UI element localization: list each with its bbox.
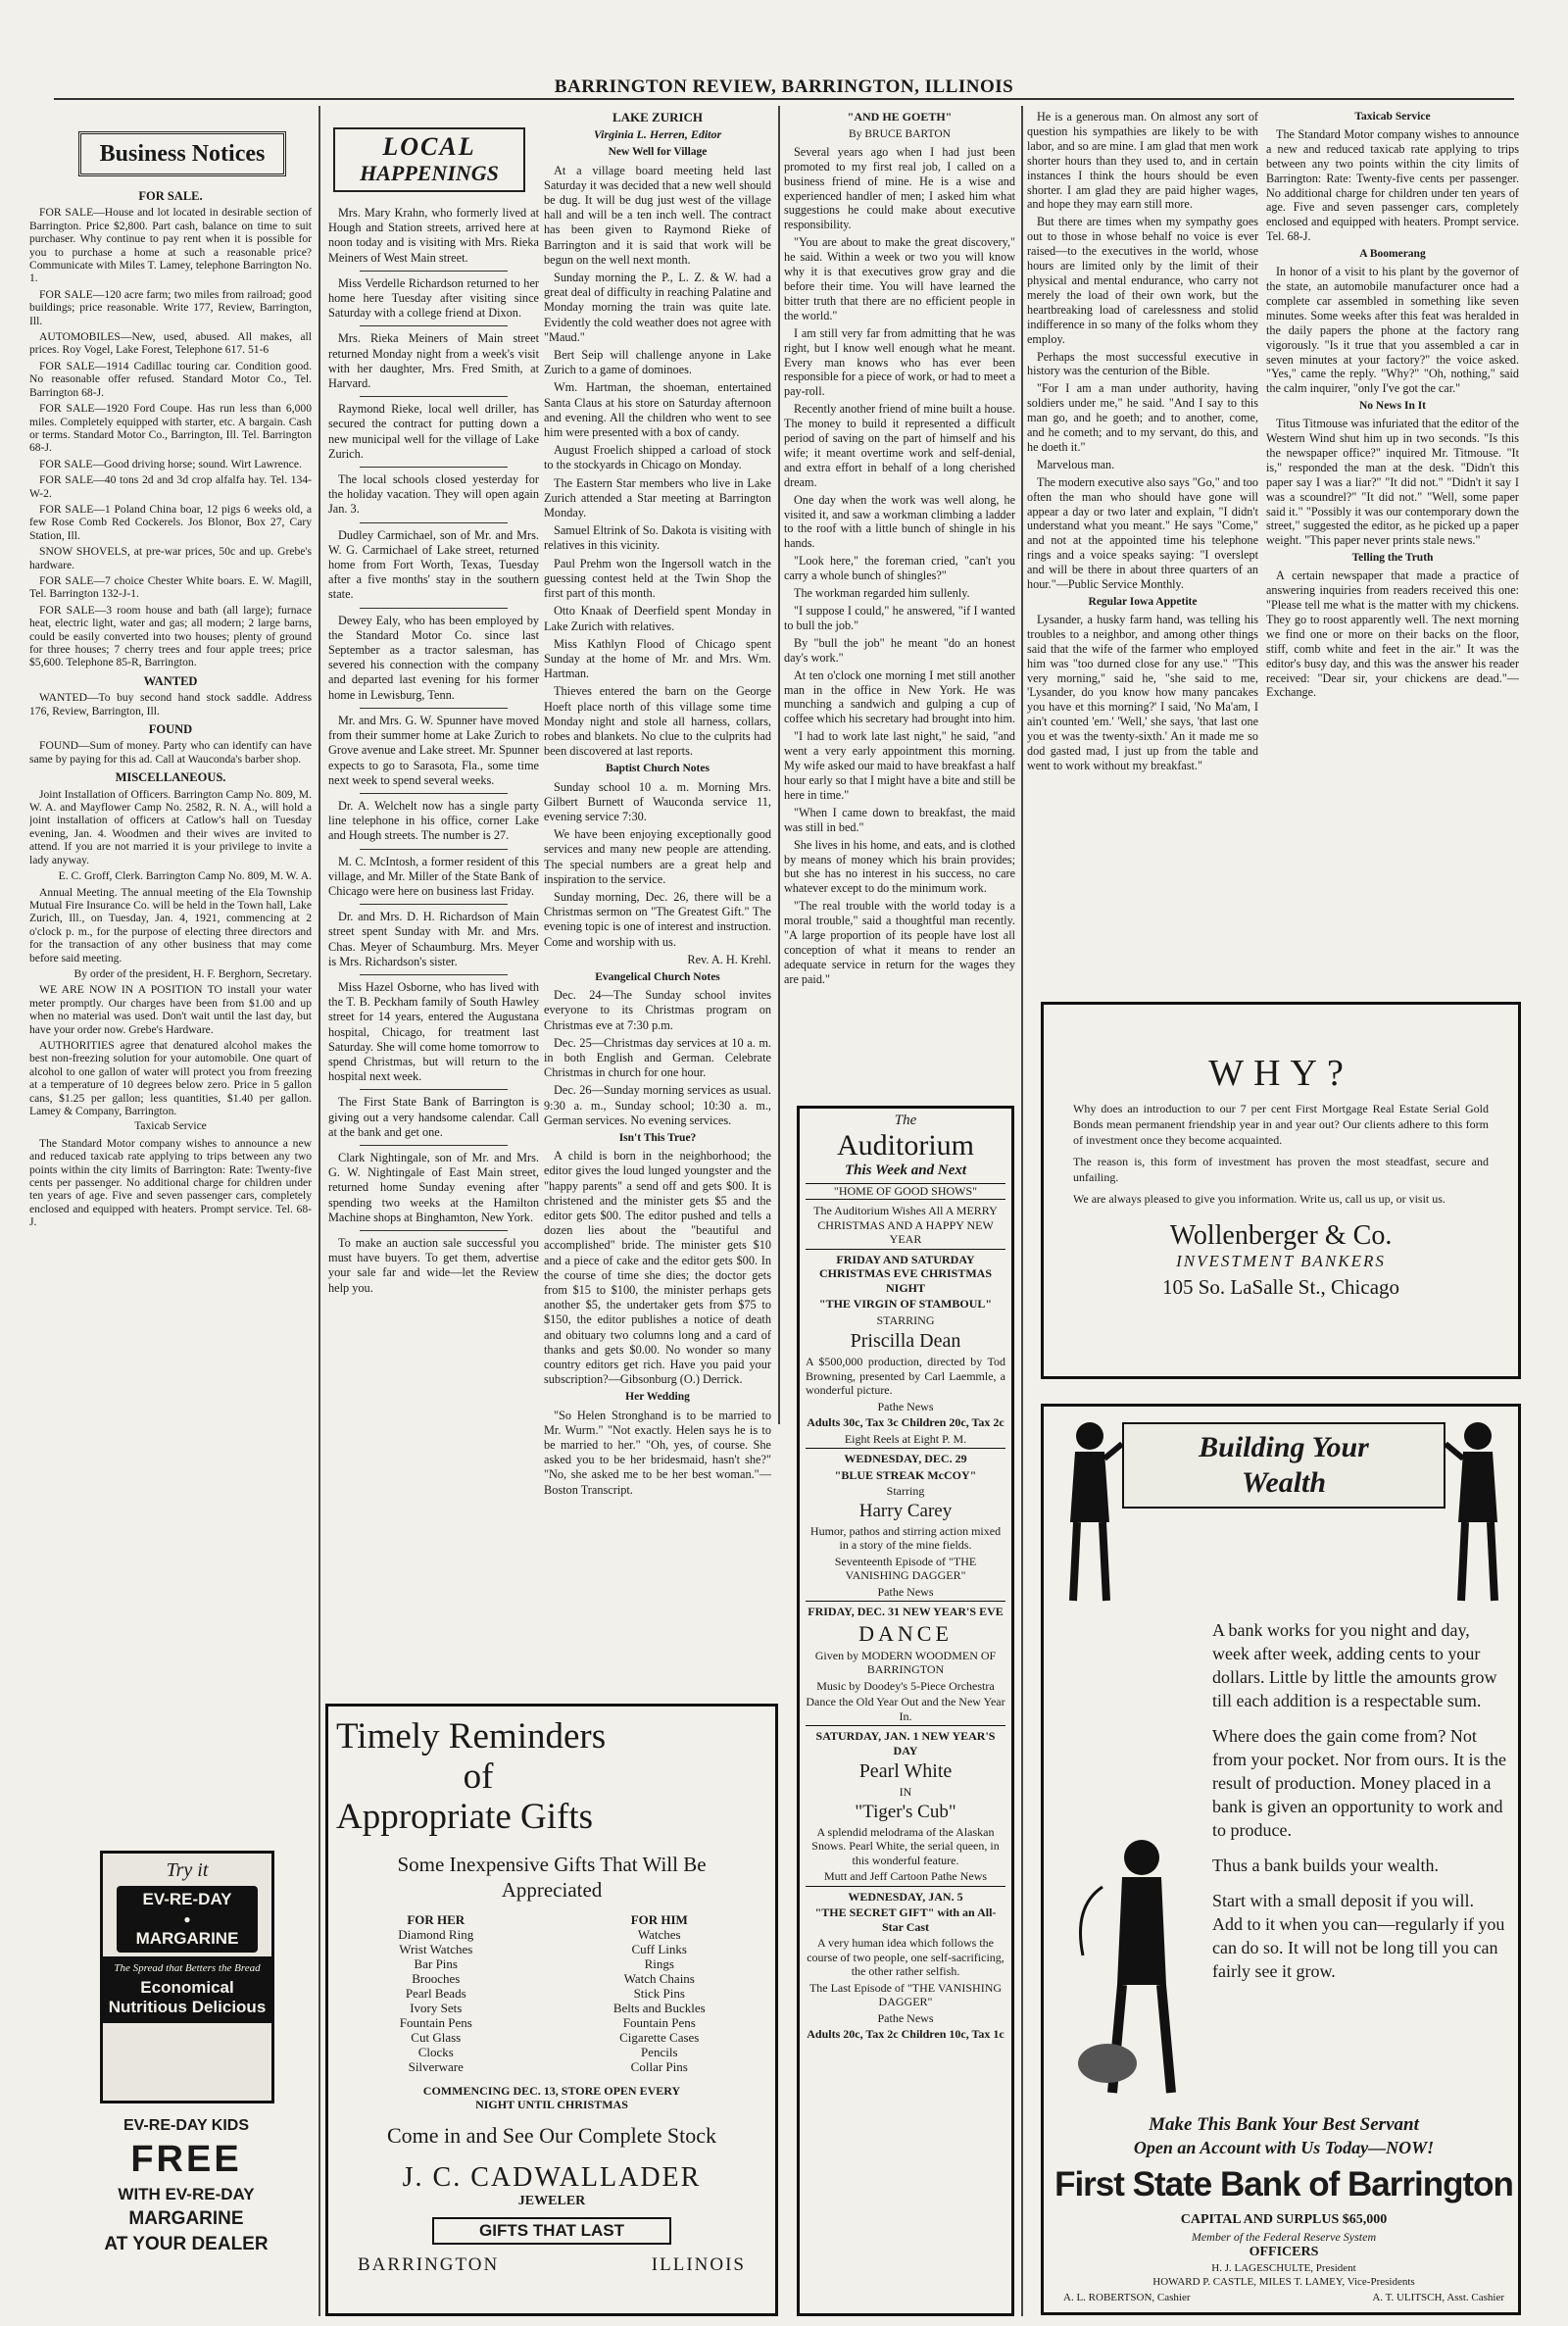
church-paragraph: Sunday school 10 a. m. Morning Mrs. Gilbert Burnett of Wauconda service 11, evening service 7:30. [544,779,771,823]
wanted-item: WANTED—To buy second hand stock saddle. Address 176, Review, Barrington, Ill. [29,691,312,718]
auditorium-the: The [894,1113,917,1128]
column-rule [1021,106,1023,2316]
news-paragraph: Thieves entered the barn on the George Hoeft place north of this village some time Monday night and stole all harness, collars, robes and blankets. No clue to the culprits had been discovered at last reports. [544,684,771,759]
iowa-appetite-text: Lysander, a husky farm hand, was telling his troubles to a neighbor, and among other things said that the wife of the farmer who employed him was "too durned close for any use." "This very morning," said he, "she said to me, 'Lysander, do you know how many pancakes you have et this morning?' I said, 'No Ma'am, I ain't counted 'em.' 'Well,' she says, 'that last one you et was the twenty-sixth.' An it made me so dod gasted mad, I just up from the table and went to work without my breakfast." [1027,612,1258,772]
telling-truth-text: A certain newspaper that made a practice of answering inquiries from readers received this one: "Please tell me what is the matter with my chickens. They go to roost apparently well. The next morning we find one or more on their backs on the floor, stiff, comb white and feet in the air." It was the editor's busy day, and this was the answer his reader received: "Dear sir, your chickens are dead."—Exchange. [1266,569,1519,700]
evangelical-heading: Evangelical Church Notes [595,970,720,983]
bank-paragraph: Thus a bank builds your wealth. [1212,1856,1439,1875]
gift-item: Collar Pins [630,2059,688,2074]
article-paragraph: The modern executive also says "Go," and too often the man who should have gone will appear a day or two later and explain, "I didn't understand what you meant." He says "Come," and not at the appointed time his telephone rings and a voice speaks saying: "I overslept and will be there in about three quarters of an hour."—Public Service Monthly. [1027,474,1258,592]
bank-slogan2: Open an Account with Us Today—NOW! [1133,2138,1435,2157]
gift-item: Clocks [417,2045,454,2059]
gift-item: Pencils [640,2045,678,2059]
wed-heading: WEDNESDAY, DEC. 29 [806,1448,1005,1466]
bank-paragraph: Where does the gain come from? Not from your pocket. Nor from ours. It is the result of production. Money placed in a bank is given an opportunity to work and to produce. [1212,1726,1506,1840]
banner-title1: Building Your [1199,1431,1369,1463]
jan5-heading: WEDNESDAY, JAN. 5 [806,1886,1005,1905]
sat-heading: SATURDAY, JAN. 1 NEW YEAR'S DAY [806,1725,1005,1757]
first-state-bank-ad [1041,1404,1521,2315]
everyday-logo [117,1886,258,1953]
gift-item: Ivory Sets [410,2001,463,2015]
wollenberger-name: Wollenberger & Co. [1169,1220,1393,1251]
no-news-text: Titus Titmouse was infuriated that the editor of the Western Wind shut him up in two seconds. "Is this the newspaper office?" inquired Mr. Titmouse. "It is," responded the man at the desk. "Didn't this paper say I was a liar?" "It did not." "Didn't it say I was a scoundrel?" "It did not." "Well, some paper said it." "Possibly it was our contemporary down the street," suggested the editor, as he picked up a paper weight. "This paper never prints stale news." [1266,417,1519,548]
everyday-margarine-label: MARGARINE [135,1929,239,1948]
auditorium-home: "HOME OF GOOD SHOWS" [806,1183,1005,1200]
bank-capital: CAPITAL AND SURPLUS $65,000 [1180,2212,1388,2227]
bank-cashier: A. L. ROBERTSON, Cashier [1063,2292,1191,2303]
nye-dance: DANCE [858,1620,953,1646]
gift-item: Fountain Pens [622,2015,696,2030]
auditorium-name: Auditorium [837,1129,974,1162]
local-item: Mrs. Mary Krahn, who formerly lived at Hough and Station streets, arrived here at noon today and is visiting with Mrs. Rieka Meiners of West Main street. [328,206,539,265]
her-wedding-heading: Her Wedding [625,1391,690,1404]
found-item: FOUND—Sum of money. Party who can identify can have same by paying for this ad. Call at Wauconda's barber shop. [29,739,312,766]
local-item: Miss Verdelle Richardson returned to her home here Tuesday after visiting since Saturday with a college friend at Dixon. [328,275,539,321]
classified-item: FOR SALE—Good driving horse; sound. Wirt Lawrence. [39,457,302,470]
and-he-goeth-byline: By BRUCE BARTON [849,127,951,140]
misc-item: AUTHORITIES agree that denatured alcohol makes the best non-freezing solution for your automobile. One quart of alcohol to one gallon of water will protect you from freezing at a temperature of 10 degrees below zero. Price in 5 gallon cans, $1.25 per gallon; less quantities, $1.40 per gallon. Lamey & Company, Barrington. [29,1038,312,1117]
jeweler-name: J. C. CADWALLADER [402,2162,702,2193]
for-her-heading: FOR HER [407,1912,466,1927]
baptist-heading: Baptist Church Notes [606,763,710,775]
taxicab-text: The Standard Motor company wishes to announce a new and reduced taxicab rate applying to trips between any two points within the city limits of Barrington: Rate: Twenty-five cents per passenger. No additional charge for children under ten years of age. Five and seven passenger cars, completely enclosed and equipped with heaters. Prompt service. Tel. 68-J. [1266,126,1519,244]
everyday-description: Economical Nutritious Delicious [108,1978,267,2016]
article-paragraph: "The real trouble with the world today is a moral trouble," said a thoughtful man recently. "A large proportion of its people have lost all conception of what it means to render an adequate service in return for the wages they are paid." [784,899,1015,986]
sat-star: Pearl White [858,1760,953,1782]
gift-item: Diamond Ring [398,1927,474,1942]
wed-star: Harry Carey [858,1500,953,1521]
nye-heading: FRIDAY, DEC. 31 NEW YEAR'S EVE [806,1601,1005,1619]
reminders-line2: of [463,1757,494,1797]
and-he-goeth-column [784,110,1015,1095]
news-paragraph: Otto Knaak of Deerfield spent Monday in Lake Zurich with relatives. [544,604,771,633]
article-paragraph: Recently another friend of mine built a house. The money to build it represented a difficult period of saving on the part of himself and his wife; it meant overtime work and self-denial, and extra effort in behalf of a long cherished dream. [784,402,1015,489]
wollenberger-ad [1041,1002,1521,1379]
nye-music: Music by Doodey's 5-Piece Orchestra [816,1678,995,1693]
local-item: Mrs. Rieka Meiners of Main street returned Monday night from a week's visit with her daughter, Mrs. Fred Smith, at Harvard. [328,331,539,391]
business-notices-header [78,131,286,176]
everyday-margarine-ad [100,1851,274,2103]
jeweler-state: ILLINOIS [651,2254,746,2275]
wed-title: "BLUE STREAK McCOY" [834,1467,977,1482]
jeweler-location [358,2254,746,2276]
taxicab-heading-right: Taxicab Service [1354,111,1431,123]
for-him-heading: FOR HIM [630,1912,688,1927]
bank-cashiers [1063,2292,1504,2303]
bank-body [1212,1618,1506,2108]
right-misc-column [1266,110,1519,992]
misc-item: WE ARE NOW IN A POSITION TO install your water meter promptly. Our charges have been from $1.00 and up when no material was used. Don't wait until the last day, but have your order now. Grebe's Hardware. [29,983,312,1036]
news-paragraph: Miss Kathlyn Flood of Chicago spent Sunday at the home of Mr. and Mrs. Wm. Hartman. [544,636,771,681]
wanted-heading: WANTED [143,673,198,688]
gift-item: Watch Chains [623,1971,695,1986]
local-item: The First State Bank of Barrington is giving out a very handsome calendar. Call at the bank and get one. [328,1095,539,1139]
sat-description: A splendid melodrama of the Alaskan Snows. Pearl White, the serial queen, in this wonderful feature. [811,1824,1000,1867]
gift-item: Silverware [408,2059,464,2074]
misc-item: Joint Installation of Officers. Barrington Camp No. 809, M. W. A. and Mayflower Camp No. 2582, R. N. A., will hold a joint installation of officers at Catlow's hall on Tuesday evening, Jan. 4. Woodmen and their wives are invited to attend. If you are not married it is your privilege to invite a lady anyway. [29,787,312,866]
wed-description: Humor, pathos and stirring action mixed in a story of the mine fields. [809,1523,1002,1552]
auditorium-schedule [800,1204,1011,2042]
everyday-dot: ● [183,1912,191,1926]
bank-slogan1: Make This Bank Your Best Servant [1149,2114,1419,2135]
why-paragraph: Why does an introduction to our 7 per cent First Mortgage Real Estate Serial Gold Bonds mean permanent friendship year in and year out? Our clients adhere to this form of investment once they become acquainted. [1073,1102,1489,1147]
sat-title: "Tiger's Cub" [855,1801,956,1822]
article-paragraph: She lives in his home, and eats, and is clothed by means of money which his brain provides; but she has no interest in his success, no care whatever except to do the minimum work. [784,837,1015,896]
news-paragraph: Bert Seip will challenge anyone in Lake Zurich to a game of dominoes. [544,348,771,377]
article-paragraph: "I had to work late last night," he said, "and went a very early appointment this morning. My wife asked our maid to have breakfast a half hour early so that I might have a bite and still be here in time." [784,729,1015,802]
why-paragraph: We are always pleased to give you information. Write us, call us up, or visit us. [1073,1192,1446,1206]
local-item: Raymond Rieke, local well driller, has secured the contract for putting down a new municipal well for the village of Lake Zurich. [328,402,539,461]
news-paragraph: Paul Prehm won the Ingersoll watch in the guessing contest held at the Twin Shop the first part of this month. [544,556,771,601]
article-paragraph: Several years ago when I had just been promoted to my first real job, I called on a business friend of mine. He is a wise and experienced handler of men; I asked him what suggestions he could make about executive responsibility. [784,144,1015,232]
for-sale-heading: FOR SALE. [138,189,203,203]
gift-lists [328,1912,775,2074]
reminders-line3: Appropriate Gifts [336,1797,594,1837]
church-signature: Rev. A. H. Krehl. [687,952,771,966]
masthead: BARRINGTON REVIEW, BARRINGTON, ILLINOIS [554,76,1014,97]
news-paragraph: The Eastern Star members who live in Lake Zurich attended a Star meeting at Barrington Monday. [544,475,771,520]
classified-item: AUTOMOBILES—New, used, abused. All makes, all prices. Roy Vogel, Lake Forest, Telephone 617. 51-6 [29,330,312,357]
store-hours: COMMENCING DEC. 13, STORE OPEN EVERY NIGHT UNTIL CHRISTMAS [422,2084,681,2111]
investment-bankers: INVESTMENT BANKERS [1176,1252,1386,1270]
business-notices-column [29,184,312,1809]
local-item: Miss Hazel Osborne, who has lived with the T. B. Peckham family of South Hawley street for 14 years, entered the Augustana hospital, Chicago, for treatment last Saturday. She will come home tomorrow to spend Christmas, but will return to the hospital next week. [328,979,539,1084]
everyday-kids: EV-RE-DAY KIDS [122,2117,250,2134]
figure-left-icon [1055,1414,1124,1610]
local-logo-line2: HAPPENINGS [360,161,499,185]
reminders-line1: Timely Reminders [336,1716,607,1757]
sat-in: IN [899,1785,912,1799]
new-well-heading: New Well for Village [608,146,708,159]
fri-reels: Eight Reels at Eight P. M. [844,1431,967,1446]
church-paragraph: Dec. 24—The Sunday school invites everyone to its Christmas program on Christmas eve at 7:30 p.m. [544,988,771,1032]
bank-asst-cashier: A. T. ULITSCH, Asst. Cashier [1372,2292,1504,2303]
jan5-description: A very human idea which follows the course of two people, one self-sacrificing, the other rather selfish. [807,1936,1004,1978]
reminders-subtitle: Some Inexpensive Gifts That Will Be Appreciated [397,1853,707,1902]
classified-item: FOR SALE—1914 Cadillac touring car. Condition good. No reasonable offer refused. Standard Motor Co., Tel. Barrington 68-J. [29,359,312,399]
misc-item: Annual Meeting. The annual meeting of the Ela Township Mutual Fire Insurance Co. will be held in the Town hall, Lake Zurich, Ill., on Tuesday, Jan. 4, 1921, commencing at 2 o'clock p. m., for the purpose of electing three directors and for the transaction of any other business that may come before said meeting. [29,885,312,965]
gift-item: Stick Pins [633,1986,685,2001]
classified-item: FOR SALE—1 Poland China boar, 12 pigs 6 weeks old, a few Rose Comb Red Cockerels. Jos Blonor, Box 27, Cary Station, Ill. [29,502,312,542]
everyday-with: WITH EV-RE-DAY [118,2185,255,2203]
isnt-this-true-text: A child is born in the neighborhood; the editor gives the loud lunged youngster and the "happy parents" a send off and gets $00. It is christened and the minister gets $5 and the editor gets $00. The editor pushed and tells a dozen lies about the "beautiful and accomplished" bride. The minister gets $10 and a piece of cake and the editor gets $00. In the course of time she dies; the doctor gets from $15 to $100, the minister perhaps gets another $5, the undertaker gets from $75 to $150, the editor publishes a notice of death and obituary two columns long and a card of thanks and gets $0.00. No wonder so many country editors get rich. Have you paid your subscription?—Gibsonburg (O.) Derrick. [544,1149,771,1387]
classified-item: FOR SALE—7 choice Chester White boars. E. W. Magill, Tel. Barrington 132-J-1. [29,573,312,601]
auditorium-wishes: The Auditorium Wishes All A MERRY CHRISTMAS AND A HAPPY NEW YEAR [813,1204,998,1246]
article-paragraph: But there are times when my sympathy goes out to those in whose behalf no voice is ever raised—to the executives in the world, whose hours are limited only by the limit of their physical and mental endurance, who carry not merely the load of their own work, but the heartbreaking load of carelessness and stolid indifference in so many of the folks whom they employ. [1027,215,1258,346]
bank-officers: OFFICERS [1249,2245,1319,2259]
boomerang-heading: A Boomerang [1359,248,1426,261]
come-in-text: Come in and See Our Complete Stock [386,2123,717,2148]
gift-item: Cuff Links [631,1942,687,1956]
news-paragraph: August Froelich shipped a carload of stock to the stockyards in Chicago on Monday. [544,443,771,472]
bank-president: H. J. LAGESCHULTE, President [1211,2262,1356,2274]
auditorium-subtitle: This Week and Next [844,1163,967,1178]
article-paragraph: "For I am a man under authority, having soldiers under me," he said. "And I say to this man go, and he goeth; and to another, come, and he cometh; and to my servant, do this, and he doeth it." [1027,381,1258,454]
gifts-that-last: GIFTS THAT LAST [432,2217,671,2245]
church-paragraph: Dec. 25—Christmas day services at 10 a. m. in both English and German. Celebrate Christmas in church for one hour. [544,1035,771,1080]
lake-zurich-column [544,110,771,1666]
no-news-heading: No News In It [1358,400,1427,413]
article-paragraph: He is a generous man. On almost any sort of question his sympathies are likely to be with labor, and so are mine. I am glad that men work shorter hours than they used to, and in certain instances I think the hours should be even shorter. I am glad they are paid higher wages, and hope they may earn still more. [1027,110,1258,212]
jan5-pathe: Pathe News [877,2010,934,2025]
article-paragraph: Perhaps the most successful executive in history was the centurion of the Bible. [1027,349,1258,378]
her-wedding-text: "So Helen Stronghand is to be married to Mr. Wurm." "Not exactly. Helen says he is to be married to her." "Oh, yes, of course. She asked you to be her bridesmaid, hasn't she?" "No, she asked me to be her best woman."—Boston Transcript. [544,1408,771,1497]
found-heading: FOUND [148,722,193,737]
everyday-brand: EV-RE-DAY [142,1890,232,1908]
classified-item: FOR SALE—1920 Ford Coupe. Has run less than 6,000 miles. Completely equipped with starter, etc. A bargain. Cash or terms. Standard Motor Co., Barrington, Ill. Tel. Barrington 68-J. [29,402,312,455]
gift-item: Belts and Buckles [612,2001,706,2015]
article-paragraph: I am still very far from admitting that he was right, but I know well enough what he meant. Every man knows who has ever been responsible for a piece of work, or had to meet a pay-roll. [784,325,1015,399]
local-item: Dr. and Mrs. D. H. Richardson of Main street spent Sunday with Mr. and Mrs. Chas. Meyer of Schaumburg. Mrs. Meyer is Mrs. Richardson's sister. [328,910,539,968]
article-paragraph: "Look here," the foreman cried, "can't you carry a whole bunch of shingles?" [784,554,1015,583]
article-paragraph: The workman regarded him sullenly. [794,586,970,601]
bank-paragraph: A bank works for you night and day, week after week, adding cents to your dollars. Little by little the amounts grow till each addition is a respectable sum. [1212,1620,1497,1710]
news-paragraph: At a village board meeting held last Saturday it was decided that a new well should be dug. It will be dug just west of the village hall and will be a ten inch well. The contract has been given to Raymond Rieke of Barrington and it is said that work will be begun on the well next month. [544,163,771,267]
classified-item: FOR SALE—40 tons 2d and 3d crop alfalfa hay. Tel. 134-W-2. [29,473,312,500]
bank-paragraph: Start with a small deposit if you will. Add to it when you can—regularly if you can do so. It will not be long till you can fairly see it grow. [1212,1891,1505,1981]
building-wealth-banner [1122,1422,1446,1509]
gift-item: Watches [637,1927,681,1942]
local-item: Dewey Ealy, who has been employed by the Standard Motor Co. since last September as a tractor salesman, has severed his connection with the company and departed last evening for his former home in Lewisburg, Tenn. [328,613,539,702]
jeweler-label: JEWELER [517,2194,586,2208]
bank-vice-presidents: HOWARD P. CASTLE, MILES T. LAMEY, Vice-Presidents [1152,2276,1415,2288]
auditorium-ad [797,1106,1014,2316]
everyday-free: FREE [130,2139,242,2180]
article-paragraph: By "bull the job" he meant "do an honest day's work." [784,635,1015,665]
news-paragraph: Wm. Hartman, the shoeman, entertained Santa Claus at his store on Saturday afternoon and evening. All the children who went to see him were presented with a box of candy. [544,380,771,440]
article-paragraph: Marvelous man. [1037,457,1115,471]
fri-description: A $500,000 production, directed by Tod Browning, presented by Carl Laemmle, a wonderful picture. [806,1355,1005,1397]
nye-dance-out: Dance the Old Year Out and the New Year In. [806,1695,1005,1723]
news-paragraph: Samuel Eltrink of So. Dakota is visiting with relatives in this vicinity. [544,523,771,553]
for-her-list [398,1912,473,2074]
everyday-tagline: The Spread that Betters the Bread [114,1962,261,1974]
fri-title: "THE VIRGIN OF STAMBOUL" [818,1297,993,1311]
classified-item: FOR SALE—3 room house and bath (all large); furnace heat, electric light, water and gas; all modern; 2 large barns, could be easily converted into two houses; plenty of ground for three houses; 7 cherry trees and four apple trees; price $5,600. Telephone 85-R, Barrington. [29,603,312,669]
local-item: The local schools closed yesterday for the holiday vacation. They will open again Jan. 3. [328,472,539,517]
wed-pathe: Pathe News [877,1584,934,1599]
lake-zurich-editor: Virginia L. Herren, Editor [593,127,722,142]
church-paragraph: Sunday morning, Dec. 26, there will be a Christmas sermon on "The Greatest Gift." The evening topic is one of interest and instruction. Come and worship with us. [544,889,771,949]
local-item: M. C. McIntosh, a former resident of this village, and Mr. Miller of the State Bank of Chicago were here on business last Friday. [328,854,539,898]
sat-extra: Mutt and Jeff Cartoon Pathe News [823,1869,988,1883]
boomerang-text: In honor of a visit to his plant by the governor of the state, an automobile manufacturer once had a complete car assembled in something like seven minutes. Some weeks after this feat was heralded in the daily papers the phone at the factory rang vigorously. "Is it true that you assembled a car in seven minutes at your factory?" the voice asked. "Yes," came the reply. "Why?" "Oh, nothing," said the calm inquirer, "only I've got the car." [1266,265,1519,396]
column-rule [778,106,780,1424]
gift-item: Pearl Beads [405,1986,466,2001]
jan5-title: "THE SECRET GIFT" with an All-Star Cast [814,1905,997,1934]
local-item: Mr. and Mrs. G. W. Spunner have moved from their summer home at Lake Zurich to Grove avenue and Lake street. Mr. Spunner expects to go to Sarasota, Fla., some time next week to spend several weeks. [328,713,539,787]
article-continuation-column [1027,110,1258,1090]
gift-item: Rings [644,1956,674,1971]
everyday-margarine: MARGARINE [128,2208,244,2229]
timely-reminders-ad [325,1704,778,2316]
try-it-text: Try it [166,1859,209,1881]
and-he-goeth-title: "AND HE GOETH" [847,110,953,124]
jan5-serial: The Last Episode of "THE VANISHING DAGGER" [808,1980,1003,2008]
why-paragraph: The reason is, this form of investment has proven the most steadfast, secure and unfailing. [1073,1155,1489,1184]
church-paragraph: We have been enjoying exceptionally good services and many new people are attending. The special numbers are a great help and inspiration to the service. [544,827,771,886]
fri-heading: FRIDAY AND SATURDAY CHRISTMAS EVE CHRISTMAS NIGHT [806,1249,1005,1296]
classified-item: FOR SALE—House and lot located in desirable section of Barrington. Price $2,800. Part cash, balance on time to suit purchaser. Why continue to pay rent when it is possible for you to purchase a home at such a reasonable price? Communicate with Miles T. Lamey, telephone Barrington No. 1. [29,206,312,285]
local-happenings-logo [333,127,525,192]
news-paragraph: Sunday morning the P., L. Z. & W. had a great deal of difficulty in reaching Palatine and Monday morning the train was quite late. Evidently the cold weather does not agree with "Maud." [544,271,771,344]
lake-zurich-title: LAKE ZURICH [612,110,704,124]
local-item: To make an auction sale successful you must have buyers. To get them, advertise your sale far and wide—let the Review help you. [328,1235,539,1295]
misc-item: E. C. Groff, Clerk. Barrington Camp No. 809, M. W. A. [58,869,312,883]
miscellaneous-heading: MISCELLANEOUS. [115,770,226,785]
banner-title2: Wealth [1241,1466,1327,1499]
why-title: WHY? [1208,1053,1353,1094]
business-notices-title: Business Notices [99,141,266,167]
taxicab-heading: Taxicab Service [134,1120,207,1133]
bank-name: First State Bank of Barrington [1054,2165,1513,2203]
wollenberger-address: 105 So. LaSalle St., Chicago [1161,1275,1400,1299]
misc-item: By order of the president, H. F. Berghorn, Secretary. [74,966,312,980]
church-paragraph: Dec. 26—Sunday morning services as usual. 9:30 a. m., Sunday school; 10:30 a. m., German services. No evening services. [544,1083,771,1127]
jan5-prices: Adults 20c, Tax 2c Children 10c, Tax 1c [807,2027,1004,2041]
masthead-rule [54,98,1514,100]
article-paragraph: "When I came down to breakfast, the maid was still in bed." [784,805,1015,834]
wed-serial: Seventeenth Episode of "THE VANISHING DAGGER" [834,1554,977,1582]
gift-item: Wrist Watches [399,1942,473,1956]
gift-item: Cut Glass [411,2030,462,2045]
article-paragraph: One day when the work was well along, he visited it, and saw a workman climbing a ladder to the roof with a little bunch of shingle in his hands. [784,492,1015,551]
wed-starring: Starring [886,1484,925,1498]
isnt-this-true-heading: Isn't This True? [618,1132,697,1144]
jeweler-city: BARRINGTON [358,2254,500,2275]
article-paragraph: At ten o'clock one morning I met still another man in the office in New York. He was munching a sandwich and gulping a cup of coffee which his secretary had brought into him. [784,668,1015,726]
local-item: Clark Nightingale, son of Mr. and Mrs. G. W. Nightingale of East Main street, returned home Sunday evening after spending two weeks at the Hamilton Machine shops at Binghamton, New York. [328,1150,539,1224]
fri-pathe: Pathe News [877,1399,934,1413]
article-paragraph: "I suppose I could," he answered, "if I wanted to bull the job." [784,604,1015,632]
nye-given: Given by MODERN WOODMEN OF BARRINGTON [814,1648,997,1676]
everyday-kids-ad [78,2117,294,2313]
local-item: Dr. A. Welchelt now has a single party line telephone in his office, corner Lake and Hough streets. The number is 27. [328,798,539,843]
gift-item: Brooches [412,1971,461,1986]
fri-star: Priscilla Dean [850,1330,961,1352]
gift-item: Fountain Pens [399,2015,472,2030]
gift-item: Cigarette Cases [619,2030,700,2045]
article-paragraph: "You are about to make the great discovery," he said. Within a week or two you will know why it is that executives grow gray and die before their time. You will have learned the bitter truth that there are no efficient people in the world." [784,235,1015,322]
classified-item: FOR SALE—120 acre farm; two miles from railroad; good buildings; price reasonable. Write 177, Review, Barrington, Ill. [29,287,312,327]
iowa-appetite-heading: Regular Iowa Appetite [1088,596,1198,608]
telling-truth-heading: Telling the Truth [1351,552,1434,565]
money-sack-icon [1063,1828,1210,2103]
fri-starring: STARRING [876,1312,935,1327]
fri-prices: Adults 30c, Tax 3c Children 20c, Tax 2c [807,1415,1004,1429]
taxicab-item: The Standard Motor company wishes to announce a new and reduced taxicab rate applying to trips between any two points within the city limits of Barrington: Rate: Twenty-five cents per passenger. No additional charge for children under ten years of age. Five and seven passenger cars, completely enclosed and equipped with heaters. Prompt service. Tel. 68-J. [29,1136,312,1229]
everyday-dealer: AT YOUR DEALER [104,2234,269,2254]
bank-member: Member of the Federal Reserve System [1191,2230,1377,2244]
classified-item: SNOW SHOVELS, at pre-war prices, 50c and up. Grebe's hardware. [29,545,312,571]
column-rule [318,106,320,2316]
local-item: Dudley Carmichael, son of Mr. and Mrs. W. G. Carmichael of Lake street, returned home from Fort Worth, Texas, Tuesday after a five months' stay in the southern state. [328,527,539,602]
figure-right-icon [1444,1414,1512,1610]
for-him-list [613,1912,706,2074]
local-logo-line1: LOCAL [382,132,476,161]
gift-item: Bar Pins [414,1956,458,1971]
local-happenings-column [328,206,539,1725]
